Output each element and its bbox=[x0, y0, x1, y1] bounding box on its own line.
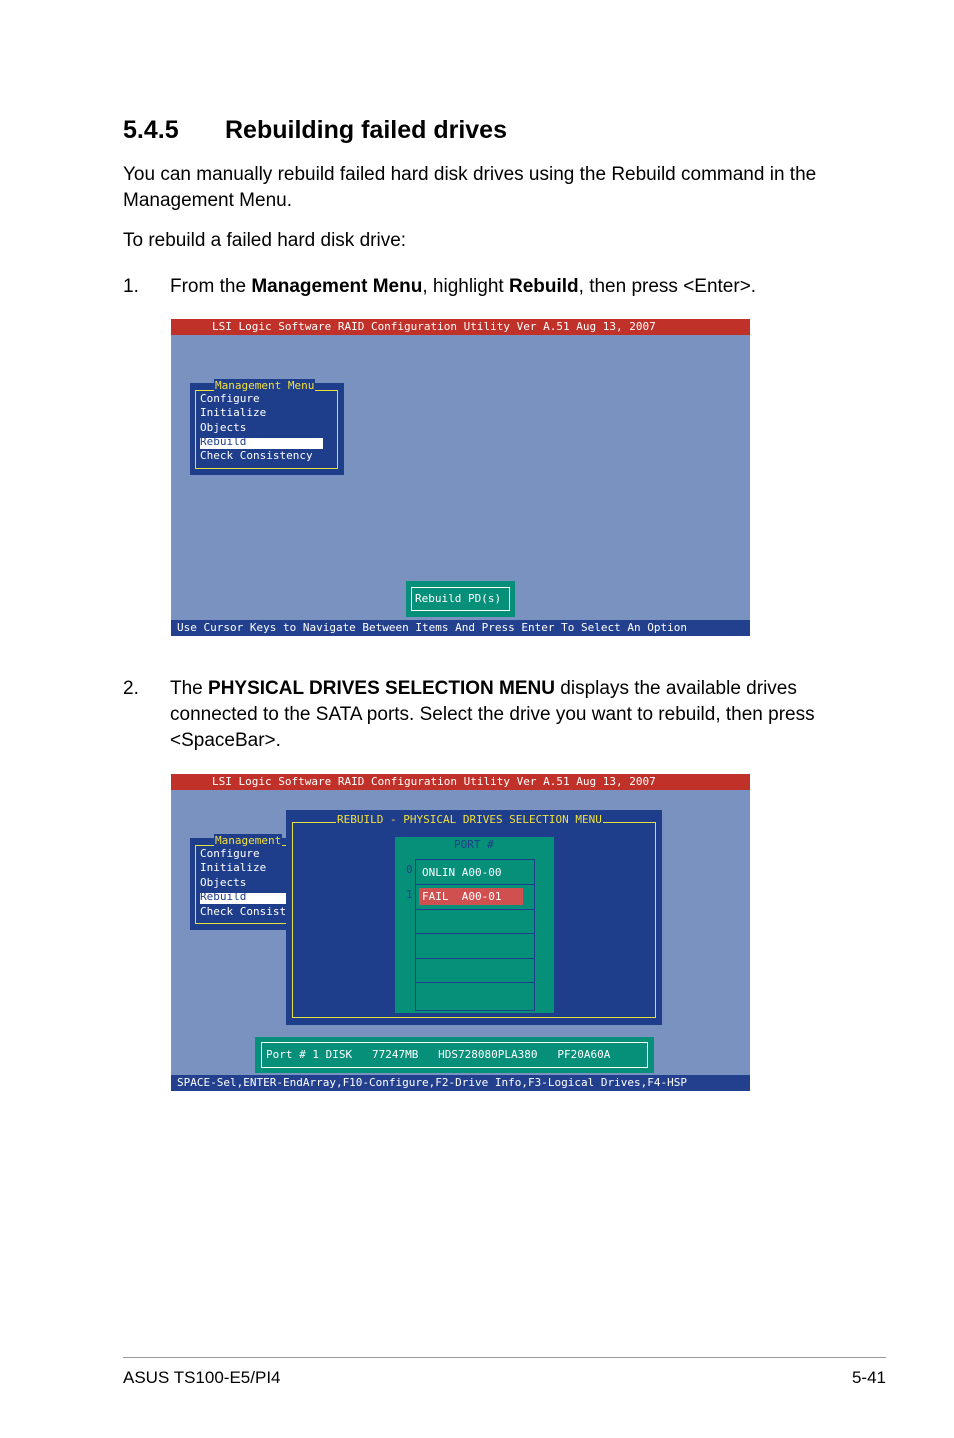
step-1-pre: From the bbox=[170, 276, 252, 297]
step-2-post: displays the available drives connected to the SATA ports. Select the drive you want to rebuild, then press <SpaceBar>. bbox=[170, 678, 815, 751]
section-heading bbox=[123, 116, 507, 145]
raid-utility-screen-1 bbox=[171, 319, 750, 636]
port-list-panel bbox=[395, 837, 554, 1013]
step-2-bold-menu: PHYSICAL DRIVES SELECTION MENU bbox=[208, 678, 556, 699]
screen-2-status-bar bbox=[171, 1075, 750, 1091]
step-2-text bbox=[170, 676, 850, 754]
step-1-bold-rebuild: Rebuild bbox=[508, 276, 579, 297]
screen-2-header-text: LSI Logic Software RAID Configuration Utility Ver A.51 Aug 13, 2007 bbox=[212, 775, 656, 788]
step-1-mid: , highlight bbox=[422, 276, 509, 297]
rebuild-popup-label[interactable]: Rebuild PD(s) bbox=[415, 592, 502, 605]
intro-paragraph: You can manually rebuild failed hard disk drives using the Rebuild command in the Management Menu. bbox=[123, 164, 817, 211]
intro-lead: To rebuild a failed hard disk drive: bbox=[123, 230, 407, 251]
section-number: 5.4.5 bbox=[123, 116, 179, 144]
menu-item-rebuild[interactable]: Rebuild bbox=[200, 435, 247, 448]
menu-item-initialize[interactable]: Initialize bbox=[200, 406, 267, 419]
footer-page-number: 5-41 bbox=[851, 1368, 886, 1387]
management-menu-partial bbox=[190, 834, 290, 930]
menu-item-check-consistency-2[interactable]: Check Consist bbox=[200, 905, 287, 918]
menu-item-objects[interactable]: Objects bbox=[200, 421, 247, 434]
step-1-post: , then press <Enter>. bbox=[578, 276, 757, 297]
step-2-number: 2. bbox=[123, 678, 139, 699]
screen-1-header-text: LSI Logic Software RAID Configuration Utility Ver A.51 Aug 13, 2007 bbox=[212, 320, 656, 333]
screen-1-status-bar bbox=[171, 620, 750, 636]
step-1-text bbox=[170, 274, 850, 300]
dialog-title: REBUILD - PHYSICAL DRIVES SELECTION MENU bbox=[337, 813, 602, 826]
footer-rule bbox=[123, 1357, 886, 1358]
screen-2-header-bar bbox=[171, 774, 750, 790]
port-1-label: 1 bbox=[406, 888, 413, 901]
step-2 bbox=[123, 676, 853, 756]
management-menu-title: Management Menu bbox=[215, 379, 315, 392]
management-menu bbox=[190, 379, 344, 475]
menu-item-check-consistency[interactable]: Check Consistency bbox=[200, 449, 313, 462]
step-2-pre: The bbox=[170, 678, 209, 699]
rebuild-popup bbox=[406, 581, 515, 617]
screen-2-status-text: SPACE-Sel,ENTER-EndArray,F10-Configure,F2-Drive Info,F3-Logical Drives,F4-HSP bbox=[177, 1076, 687, 1089]
management-menu-title-2: Management bbox=[215, 834, 282, 847]
step-1 bbox=[123, 274, 853, 300]
section-title: Rebuilding failed drives bbox=[225, 116, 507, 144]
raid-utility-screen-2 bbox=[171, 774, 750, 1091]
screen-1-header-bar bbox=[171, 319, 750, 335]
drive-info-text: Port # 1 DISK 77247MB HDS728080PLA380 PF20A60A bbox=[266, 1048, 611, 1061]
step-1-bold-menu: Management Menu bbox=[251, 276, 423, 297]
menu-item-configure[interactable]: Configure bbox=[200, 392, 260, 405]
footer-product: ASUS TS100-E5/PI4 bbox=[123, 1368, 281, 1387]
port-header: PORT # bbox=[454, 838, 494, 851]
menu-item-objects-2[interactable]: Objects bbox=[200, 876, 247, 889]
rebuild-drives-dialog bbox=[286, 810, 662, 1025]
step-1-number: 1. bbox=[123, 276, 139, 297]
menu-item-rebuild-2[interactable]: Rebuild bbox=[200, 890, 247, 903]
menu-item-initialize-2[interactable]: Initialize bbox=[200, 861, 267, 874]
port-0-label: 0 bbox=[406, 863, 413, 876]
menu-item-configure-2[interactable]: Configure bbox=[200, 847, 260, 860]
screen-1-status-text: Use Cursor Keys to Navigate Between Items And Press Enter To Select An Option bbox=[177, 621, 687, 634]
port-slots bbox=[415, 859, 535, 1011]
drive-fail[interactable]: FAIL A00-01 bbox=[422, 890, 502, 903]
drive-online[interactable]: ONLIN A00-00 bbox=[422, 866, 502, 879]
drive-info-panel bbox=[255, 1037, 654, 1073]
